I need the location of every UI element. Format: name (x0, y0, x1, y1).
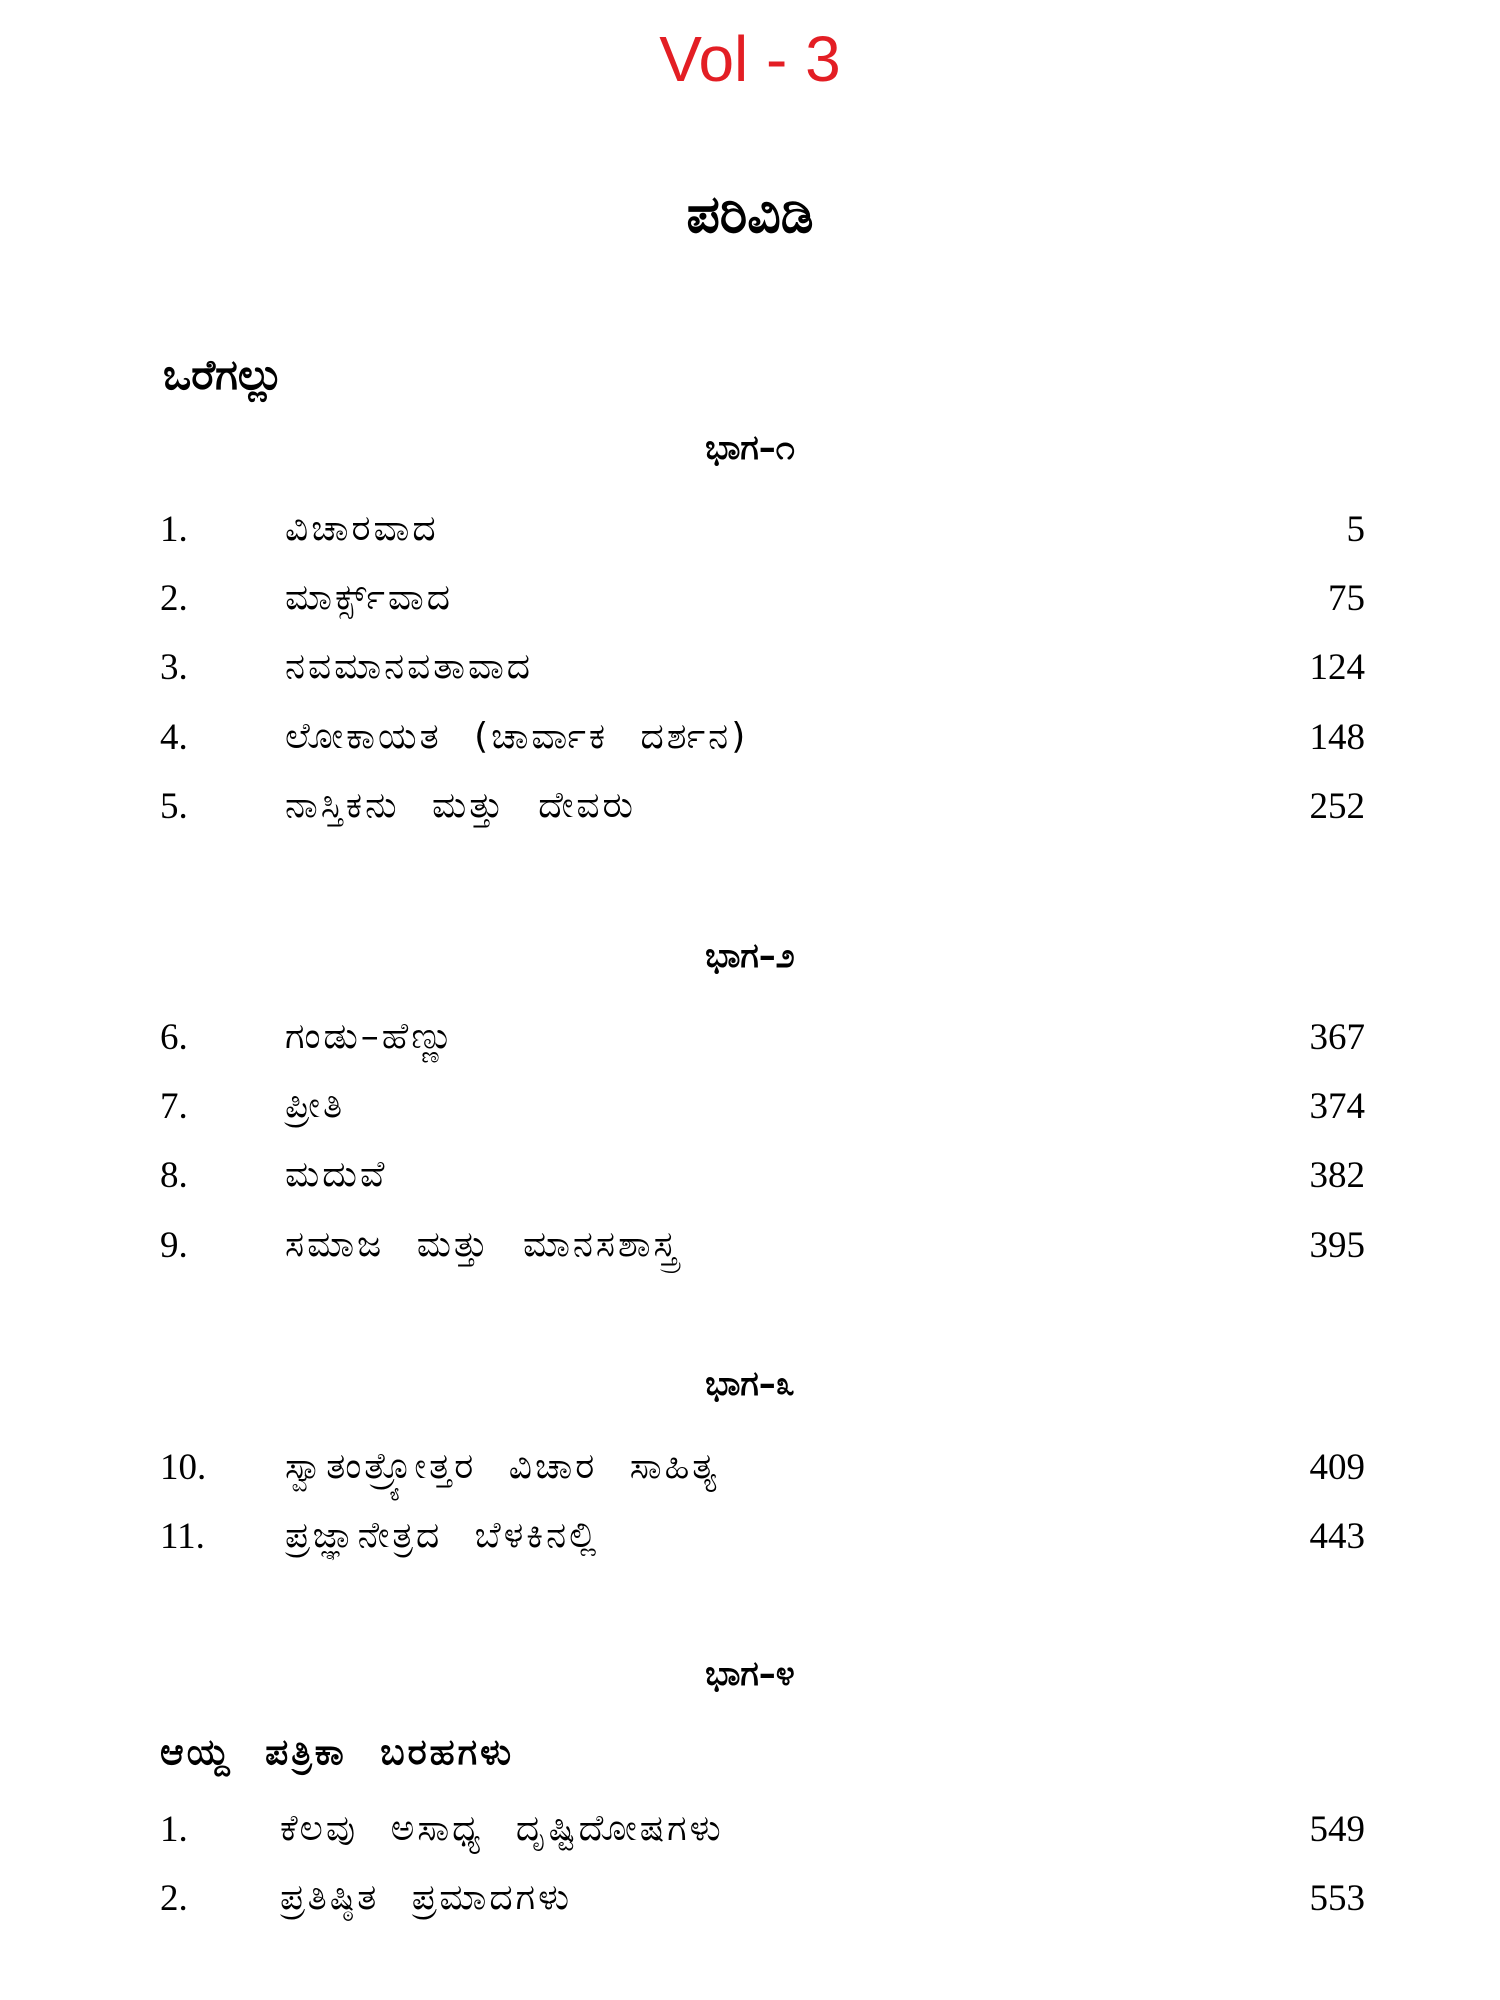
section-heading: ಒರೆಗಲ್ಲು (163, 350, 284, 399)
entry-number: 1. (160, 509, 188, 550)
part-label: ಭಾಗ–೨ (705, 936, 795, 976)
entry-page: 252 (1309, 786, 1365, 827)
toc-entry (0, 1016, 1500, 1066)
entry-page: 367 (1309, 1017, 1365, 1058)
part-label: ಭಾಗ–೪ (705, 1654, 795, 1694)
entry-title: ಪ್ರೀತಿ (285, 1085, 346, 1126)
entry-page: 5 (1346, 509, 1365, 550)
entry-page: 395 (1309, 1225, 1365, 1266)
entry-number: 2. (160, 578, 188, 619)
entry-number: 8. (160, 1155, 188, 1196)
entry-number: 11. (160, 1516, 205, 1557)
toc-entry (0, 716, 1500, 766)
toc-entry (0, 577, 1500, 627)
entry-title: ಕೆಲವು ಅಸಾಧ್ಯ ದೃಷ್ಟಿದೋಷಗಳು (280, 1808, 724, 1849)
entry-page: 382 (1309, 1155, 1365, 1196)
entry-number: 5. (160, 786, 188, 827)
entry-title: ಗಂಡು–ಹೆಣ್ಣು (285, 1016, 457, 1057)
toc-entry (0, 1877, 1500, 1927)
entry-title: ಮದುವೆ (285, 1154, 388, 1195)
entry-number: 2. (160, 1878, 188, 1919)
entry-page: 148 (1309, 717, 1365, 758)
toc-entry (0, 1446, 1500, 1496)
page-title: ಪರಿವಿಡಿ (686, 185, 814, 245)
entry-number: 3. (160, 647, 188, 688)
volume-label: Vol - 3 (659, 23, 841, 95)
part-label: ಭಾಗ–೩ (705, 1364, 795, 1404)
toc-entry (0, 508, 1500, 558)
entry-title: ಪ್ರಜ್ಞಾನೇತ್ರದ ಬೆಳಕಿನಲ್ಲಿ (285, 1515, 600, 1556)
entry-page: 124 (1309, 647, 1365, 688)
entry-title: ಪ್ರತಿಷ್ಠಿತ ಪ್ರಮಾದಗಳು (280, 1877, 573, 1918)
entry-title: ನವಮಾನವತಾವಾದ (285, 646, 534, 687)
entry-page: 409 (1309, 1447, 1365, 1488)
toc-entry (0, 1154, 1500, 1204)
entry-number: 7. (160, 1086, 188, 1127)
toc-entry (0, 1808, 1500, 1858)
entry-number: 4. (160, 717, 188, 758)
entry-number: 6. (160, 1017, 188, 1058)
entry-page: 443 (1309, 1516, 1365, 1557)
toc-entry (0, 646, 1500, 696)
toc-entry (0, 1515, 1500, 1565)
toc-entry (0, 785, 1500, 835)
entry-title: ವಿಚಾರವಾದ (285, 508, 439, 549)
entry-number: 9. (160, 1225, 188, 1266)
part-label: ಭಾಗ–೧ (705, 428, 795, 468)
entry-title: ಲೋಕಾಯತ (ಚಾರ್ವಾಕ ದರ್ಶನ) (285, 716, 749, 757)
entry-title: ನಾಸ್ತಿಕನು ಮತ್ತು ದೇವರು (285, 785, 636, 826)
entry-number: 10. (160, 1447, 207, 1488)
entry-page: 553 (1309, 1878, 1365, 1919)
toc-entry (0, 1085, 1500, 1135)
entry-title: ಮಾರ್ಕ್ಸ್‌ವಾದ (285, 577, 453, 618)
entry-number: 1. (160, 1809, 188, 1850)
entry-title: ಸಮಾಜ ಮತ್ತು ಮಾನಸಶಾಸ್ತ್ರ (285, 1224, 680, 1265)
entry-page: 75 (1328, 578, 1365, 619)
entry-page: 374 (1309, 1086, 1365, 1127)
entry-page: 549 (1309, 1809, 1365, 1850)
toc-entry (0, 1224, 1500, 1274)
entry-title: ಸ್ವಾತಂತ್ರ್ಯೋತ್ತರ ವಿಚಾರ ಸಾಹಿತ್ಯ (285, 1446, 720, 1487)
part-subheading: ಆಯ್ದ ಪತ್ರಿಕಾ ಬರಹಗಳು (160, 1732, 515, 1773)
